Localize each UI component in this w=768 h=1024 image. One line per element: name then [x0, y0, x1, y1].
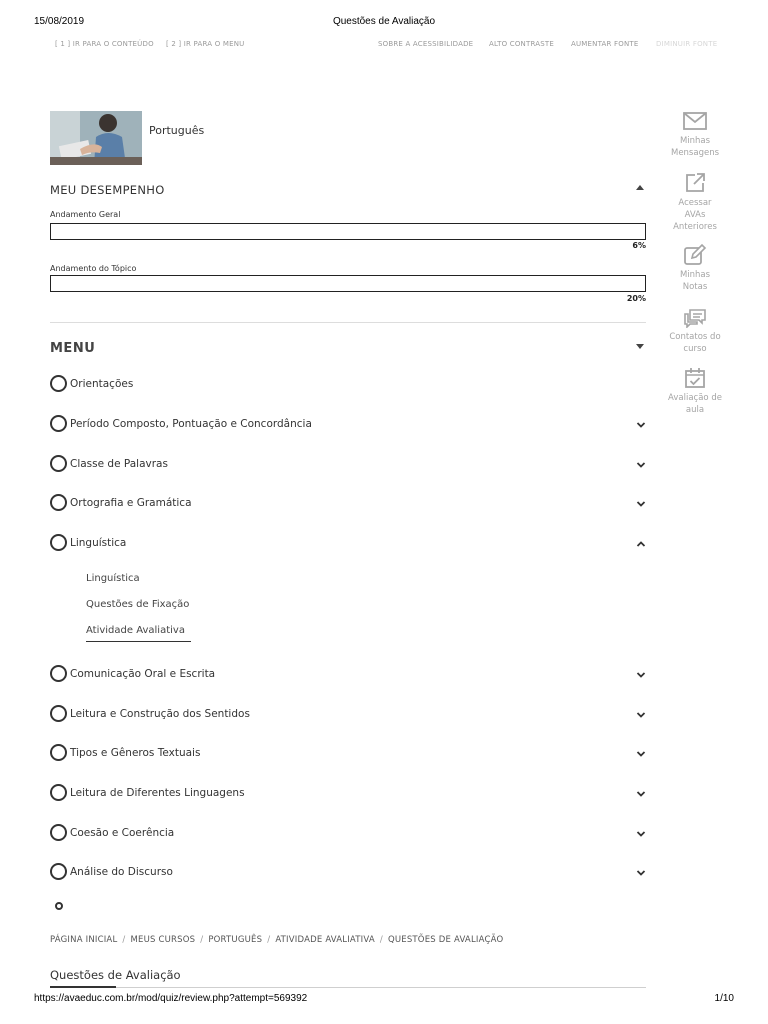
- menu-item-label: Análise do Discurso: [70, 866, 173, 878]
- chevron-down-icon[interactable]: [636, 789, 646, 799]
- menu-item-classe-de-palavras[interactable]: [50, 455, 650, 475]
- menu-item-label: Classe de Palavras: [70, 458, 168, 470]
- page-heading: Questões de Avaliação: [50, 968, 181, 982]
- progress-ring-icon: [50, 784, 67, 801]
- course-contacts-label: Contatos do curso: [669, 332, 721, 354]
- menu-item-comunicacao[interactable]: [50, 665, 650, 685]
- chevron-down-icon[interactable]: [636, 420, 646, 430]
- increase-font-link[interactable]: AUMENTAR FONTE: [571, 40, 639, 48]
- menu-item-label: Ortografia e Gramática: [70, 497, 192, 509]
- topic-progress-fill: [51, 276, 170, 291]
- menu-item-tipos-generos[interactable]: [50, 744, 650, 764]
- envelope-icon: [682, 110, 708, 132]
- chevron-down-icon[interactable]: [636, 499, 646, 509]
- grades-label: Minhas Notas: [679, 270, 711, 292]
- overall-progress-bar: [50, 223, 646, 240]
- collapse-performance-caret-icon[interactable]: [636, 185, 644, 190]
- high-contrast-link[interactable]: ALTO CONTRASTE: [489, 40, 554, 48]
- breadcrumb-my-courses[interactable]: MEUS CURSOS: [130, 935, 196, 945]
- progress-ring-icon: [50, 744, 67, 761]
- print-header: [0, 16, 768, 30]
- external-link-icon: [684, 172, 706, 194]
- breadcrumb-separator: /: [267, 935, 271, 945]
- calendar-check-icon: [684, 367, 706, 389]
- menu-title: MENU: [50, 341, 96, 356]
- overall-progress-fill: [51, 224, 87, 239]
- chevron-up-icon[interactable]: [636, 539, 646, 549]
- heading-divider: [50, 987, 646, 988]
- edit-note-icon: [683, 244, 707, 266]
- menu-item-label: Leitura e Construção dos Sentidos: [70, 708, 250, 720]
- class-evaluation-label: Avaliação de aula: [668, 393, 722, 415]
- breadcrumb: [50, 935, 503, 945]
- progress-ring-icon: [50, 534, 67, 551]
- breadcrumb-separator: /: [200, 935, 204, 945]
- menu-item-label: Período Composto, Pontuação e Concordância: [70, 418, 312, 430]
- messages-label: Minhas Mensagens: [670, 136, 720, 158]
- performance-title: MEU DESEMPENHO: [50, 183, 165, 197]
- chevron-down-icon[interactable]: [636, 749, 646, 759]
- menu-item-label: Orientações: [70, 378, 134, 390]
- breadcrumb-course[interactable]: PORTUGUÊS: [208, 935, 263, 945]
- menu-item-label: Comunicação Oral e Escrita: [70, 668, 216, 680]
- overall-progress-value: 6%: [632, 241, 646, 250]
- submenu-item-atividade-avaliativa[interactable]: Atividade Avaliativa: [86, 625, 185, 636]
- accessibility-bar: [0, 40, 768, 50]
- submenu-item-questoes-de-fixacao[interactable]: Questões de Fixação: [86, 599, 190, 610]
- overall-progress-label: Andamento Geral: [50, 210, 121, 219]
- progress-ring-icon: [50, 705, 67, 722]
- print-url: https://avaeduc.com.br/mod/quiz/review.php?attempt=569392: [34, 993, 308, 1004]
- course-contacts-link[interactable]: [660, 308, 730, 355]
- progress-ring-icon: [50, 455, 67, 472]
- chevron-down-icon[interactable]: [636, 829, 646, 839]
- print-title: Questões de Avaliação: [332, 16, 436, 27]
- breadcrumb-home[interactable]: PÁGINA INICIAL: [50, 935, 118, 945]
- progress-ring-icon: [50, 863, 67, 880]
- messages-link[interactable]: [660, 110, 730, 159]
- menu-item-label: Leitura de Diferentes Linguagens: [70, 787, 245, 799]
- chat-bubbles-icon: [683, 308, 707, 328]
- menu-item-orientacoes[interactable]: [50, 375, 650, 395]
- breadcrumb-activity[interactable]: ATIVIDADE AVALIATIVA: [275, 935, 375, 945]
- print-footer: [0, 993, 768, 1007]
- breadcrumb-separator: /: [122, 935, 126, 945]
- active-submenu-underline: [86, 641, 191, 642]
- submenu-item-linguistica[interactable]: Linguística: [86, 573, 140, 584]
- skip-to-menu-link[interactable]: [ 2 ] IR PARA O MENU: [166, 40, 245, 48]
- menu-item-label: Coesão e Coerência: [70, 827, 175, 839]
- progress-ring-icon: [50, 824, 67, 841]
- menu-item-analise-discurso[interactable]: [50, 863, 650, 883]
- breadcrumb-separator: /: [379, 935, 383, 945]
- decrease-font-link[interactable]: DIMINUIR FONTE: [656, 40, 718, 48]
- topic-progress-bar: [50, 275, 646, 292]
- previous-avas-label: Acessar AVAs Anteriores: [673, 198, 717, 232]
- heading-underline: [50, 986, 116, 988]
- progress-ring-icon: [50, 415, 67, 432]
- chevron-down-icon[interactable]: [636, 460, 646, 470]
- course-thumbnail: [50, 111, 142, 165]
- section-divider: [50, 322, 646, 323]
- collapse-menu-caret-icon[interactable]: [636, 344, 644, 349]
- menu-item-coesao-coerencia[interactable]: [50, 824, 650, 844]
- menu-item-leitura-construcao[interactable]: [50, 705, 650, 725]
- class-evaluation-link[interactable]: [660, 367, 730, 416]
- course-title: Português: [149, 124, 205, 137]
- print-date: 15/08/2019: [34, 16, 85, 27]
- menu-item-leitura-linguagens[interactable]: [50, 784, 650, 804]
- grades-link[interactable]: [660, 244, 730, 293]
- progress-ring-icon: [50, 375, 67, 392]
- topic-progress-label: Andamento do Tópico: [50, 264, 137, 273]
- about-accessibility-link[interactable]: SOBRE A ACESSIBILIDADE: [378, 40, 474, 48]
- menu-item-linguistica[interactable]: [50, 534, 650, 554]
- previous-avas-link[interactable]: [660, 172, 730, 233]
- menu-item-label: Linguística: [70, 537, 127, 549]
- chevron-down-icon[interactable]: [636, 868, 646, 878]
- breadcrumb-current[interactable]: QUESTÕES DE AVALIAÇÃO: [387, 935, 504, 945]
- small-ring-icon: [55, 902, 63, 910]
- menu-item-label: Tipos e Gêneros Textuais: [70, 747, 201, 759]
- skip-to-content-link[interactable]: [ 1 ] IR PARA O CONTEÚDO: [55, 40, 154, 48]
- menu-item-ortografia[interactable]: [50, 494, 650, 514]
- menu-item-periodo-composto[interactable]: [50, 415, 650, 435]
- chevron-down-icon[interactable]: [636, 670, 646, 680]
- progress-ring-icon: [50, 665, 67, 682]
- progress-ring-icon: [50, 494, 67, 511]
- print-page-number: 1/10: [714, 993, 734, 1004]
- topic-progress-value: 20%: [626, 294, 646, 303]
- chevron-down-icon[interactable]: [636, 710, 646, 720]
